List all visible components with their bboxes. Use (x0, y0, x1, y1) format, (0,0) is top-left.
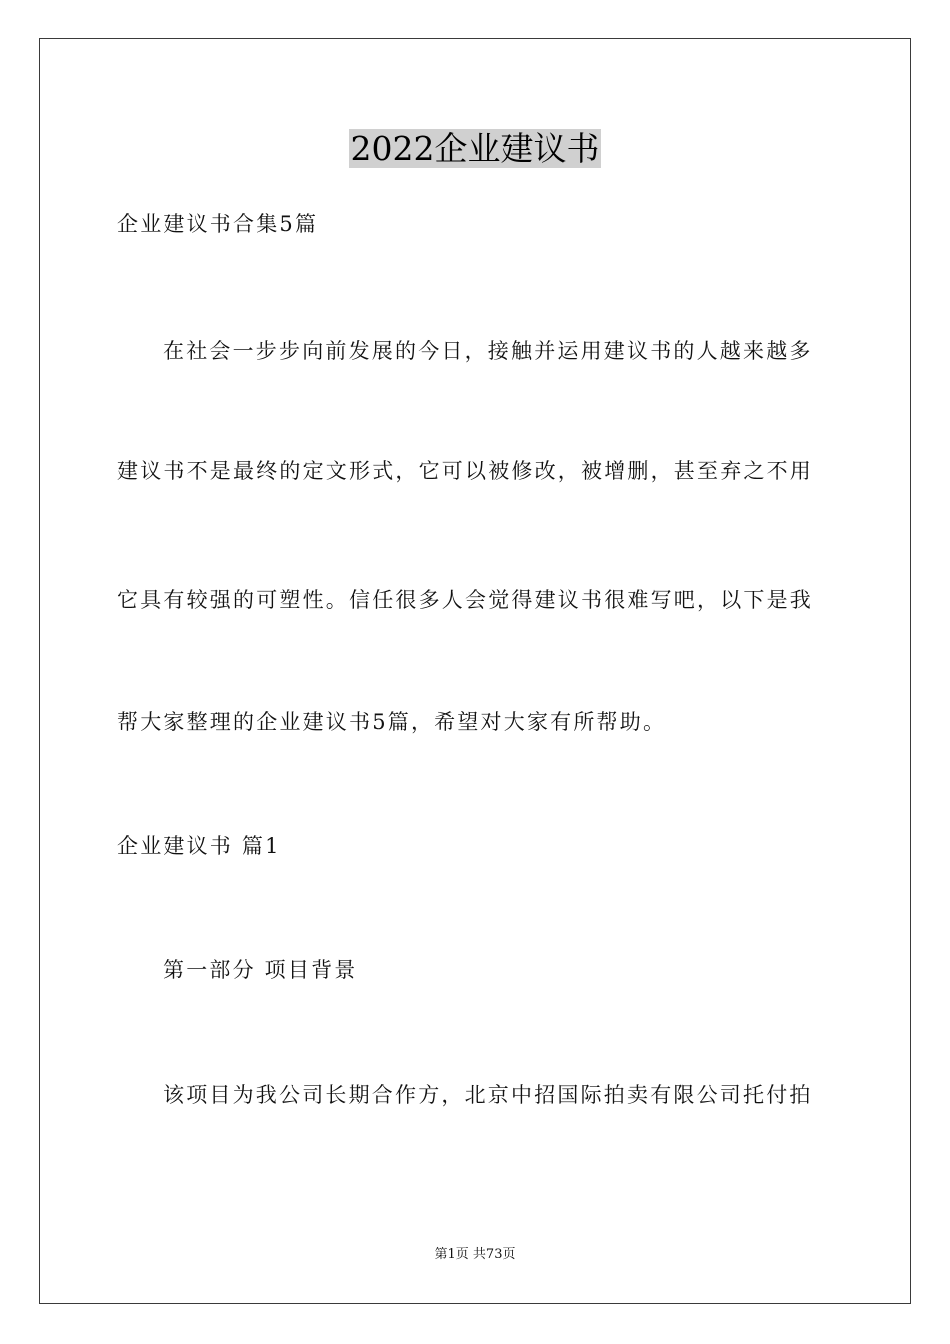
page-footer: 第1页 共73页 (434, 1247, 516, 1262)
paragraph-line-4: 帮大家整理的企业建议书5篇，希望对大家有所帮助。 (117, 710, 667, 734)
part-heading: 第一部分 项目背景 (163, 958, 358, 982)
paragraph-line-2: 建议书不是最终的定文形式，它可以被修改，被增删，甚至弃之不用 (117, 459, 813, 483)
subtitle-line: 企业建议书合集5篇 (117, 212, 319, 236)
document-title: 2022企业建议书 (350, 129, 600, 168)
section-heading: 企业建议书 篇1 (117, 834, 281, 858)
paragraph-line-3: 它具有较强的可塑性。信任很多人会觉得建议书很难写吧，以下是我 (117, 588, 813, 612)
paragraph-line-1: 在社会一步步向前发展的今日，接触并运用建议书的人越来越多 (163, 339, 813, 363)
paragraph-line-5: 该项目为我公司长期合作方，北京中招国际拍卖有限公司托付拍 (163, 1083, 813, 1107)
document-title-container (0, 128, 950, 170)
